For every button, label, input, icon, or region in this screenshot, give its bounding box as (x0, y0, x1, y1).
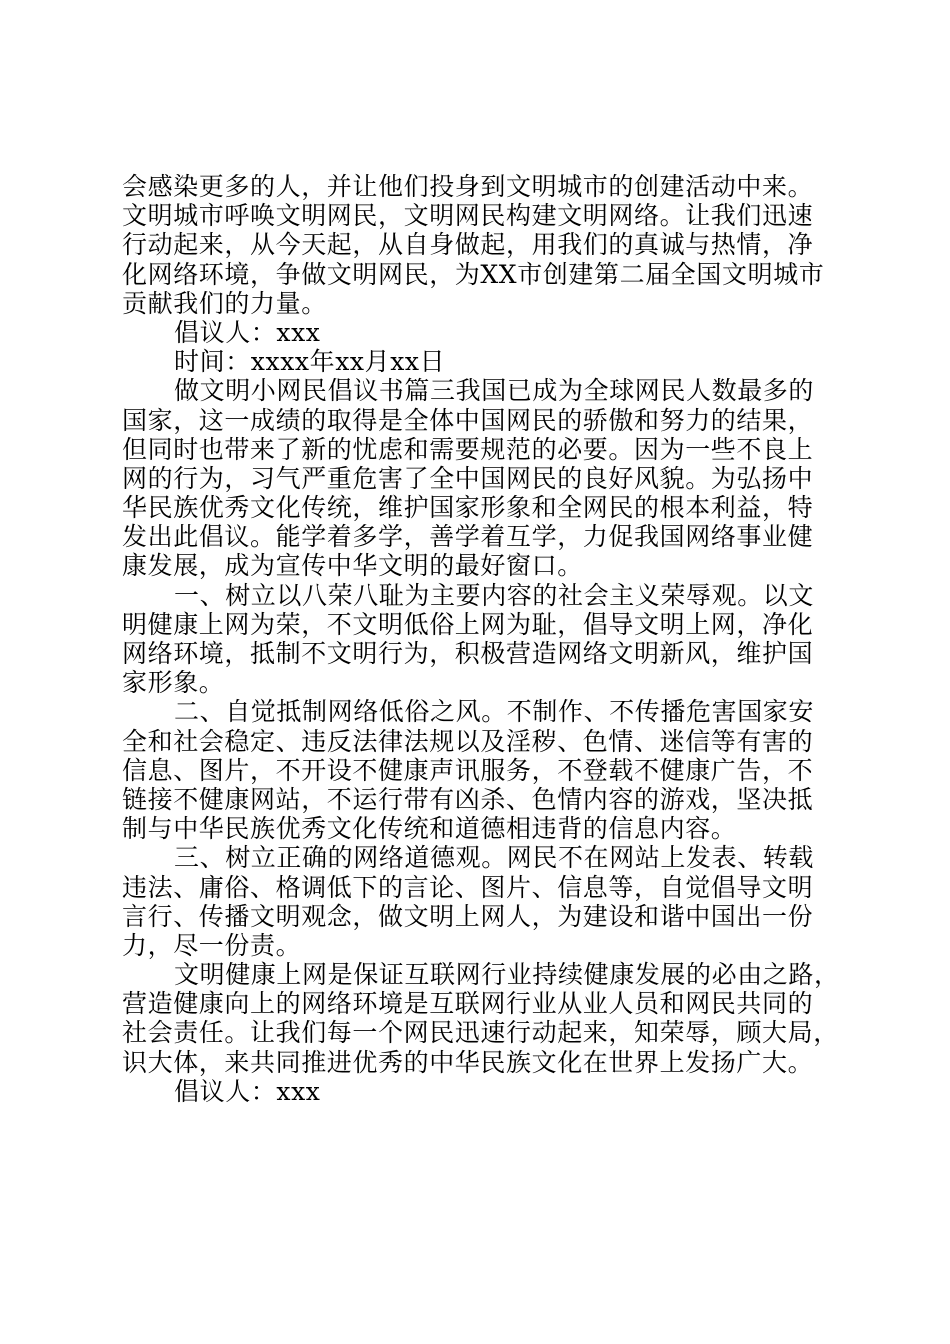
text-line: 言行、传播文明观念，做文明上网人，为建设和谐中国出一份 (122, 901, 814, 931)
paragraph-start: 文明健康上网是保证互联网行业持续健康发展的必由之路， (174, 960, 840, 990)
paragraph-start: 做文明小网民倡议书篇三我国已成为全球网民人数最多的 (174, 376, 815, 406)
paragraph-start: 三、树立正确的网络道德观。网民不在网站上发表、转载 (174, 843, 815, 873)
text-line: 贡献我们的力量。 (122, 288, 327, 318)
date-line: 时间：xxxx年xx月xx日 (174, 347, 446, 377)
text-line: 全和社会稳定、违反法律法规以及淫秽、色情、迷信等有害的 (122, 726, 814, 756)
text-line: 化网络环境，争做文明网民，为XX市创建第二届全国文明城市 (122, 259, 825, 289)
text-line: 康发展，成为宣传中华文明的最好窗口。 (122, 551, 583, 581)
text-line: 营造健康向上的网络环境是互联网行业从业人员和网民共同的 (122, 989, 814, 1019)
proposer-line: 倡议人：xxx (174, 1076, 321, 1106)
text-line: 信息、图片，不开设不健康声讯服务，不登载不健康广告，不 (122, 755, 814, 785)
text-line: 违法、庸俗、格调低下的言论、图片、信息等，自觉倡导文明 (122, 872, 814, 902)
text-line: 网的行为，习气严重危害了全中国网民的良好风貌。为弘扬中 (122, 463, 814, 493)
text-line: 力，尽一份责。 (122, 930, 302, 960)
text-line: 国家，这一成绩的取得是全体中国网民的骄傲和努力的结果， (122, 405, 814, 435)
text-line: 家形象。 (122, 668, 225, 698)
text-line: 华民族优秀文化传统，维护国家形象和全网民的根本利益，特 (122, 493, 814, 523)
text-line: 但同时也带来了新的忧虑和需要规范的必要。因为一些不良上 (122, 434, 814, 464)
text-line: 会感染更多的人，并让他们投身到文明城市的创建活动中来。 (122, 172, 814, 201)
text-line: 识大体，来共同推进优秀的中华民族文化在世界上发扬广大。 (122, 1047, 814, 1077)
text-line: 明健康上网为荣，不文明低俗上网为耻，倡导文明上网，净化 (122, 609, 814, 639)
paragraph-start: 一、树立以八荣八耻为主要内容的社会主义荣辱观。以文 (174, 580, 815, 610)
text-line: 文明城市呼唤文明网民，文明网民构建文明网络。让我们迅速 (122, 201, 814, 231)
text-line: 社会责任。让我们每一个网民迅速行动起来，知荣辱，顾大局， (122, 1018, 839, 1048)
text-line: 网络环境，抵制不文明行为，积极营造网络文明新风，维护国 (122, 639, 814, 668)
text-line: 发出此倡议。能学着多学，善学着互学，力促我国网络事业健 (122, 522, 814, 552)
paragraph-start: 二、自觉抵制网络低俗之风。不制作、不传播危害国家安 (174, 697, 815, 727)
text-line: 行动起来，从今天起，从自身做起，用我们的真诚与热情，净 (122, 230, 814, 260)
text-line: 制与中华民族优秀文化传统和道德相违背的信息内容。 (122, 814, 737, 844)
text-line: 链接不健康网站，不运行带有凶杀、色情内容的游戏，坚决抵 (122, 784, 814, 814)
proposer-line: 倡议人：xxx (174, 317, 321, 347)
document-body (122, 172, 842, 1106)
